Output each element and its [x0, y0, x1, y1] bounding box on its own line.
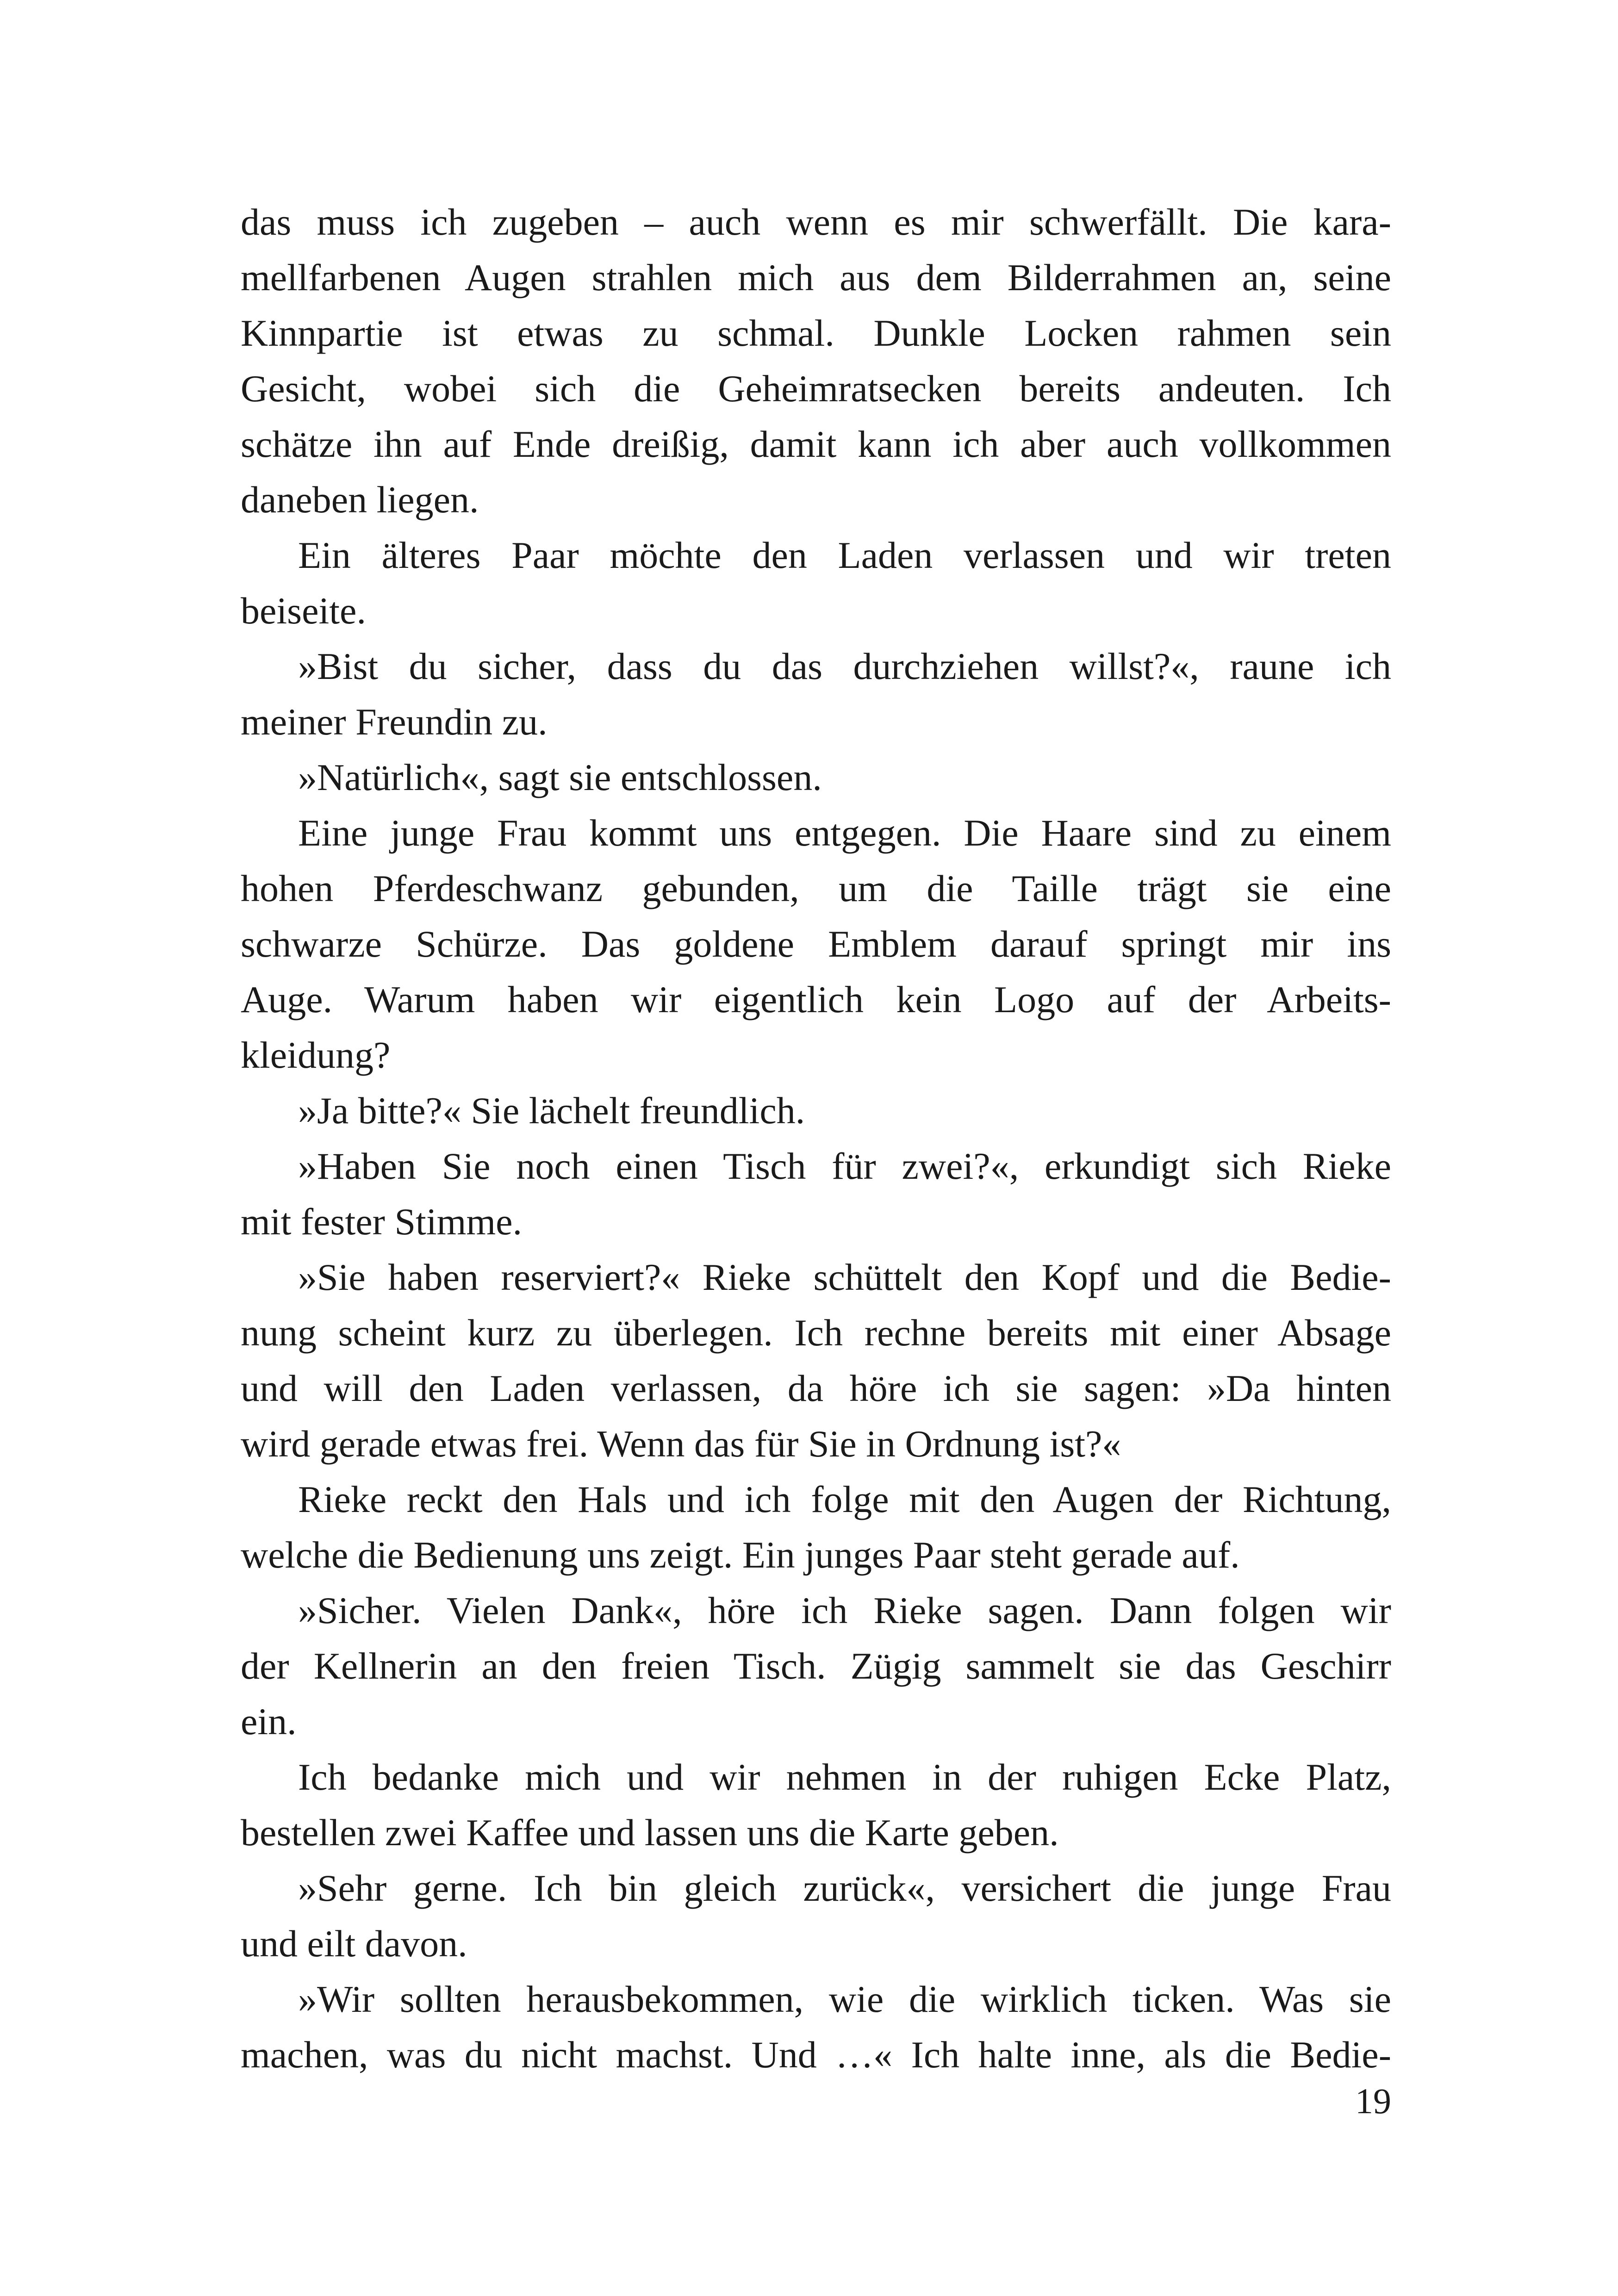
text-line: »Ja bitte?« Sie lächelt freundlich. — [298, 1089, 805, 1132]
text-line: »Sie haben reserviert?« Rieke schüttelt den Kopf und die Bedie- — [298, 1256, 1391, 1298]
text-line: Auge. Warum haben wir eigentlich kein Logo auf der Arbeits- — [241, 978, 1391, 1020]
text-line: machen, was du nicht machst. Und …« Ich halte inne, als die Bedie- — [241, 2034, 1391, 2076]
text-line: »Bist du sicher, dass du das durchziehen willst?«, raune ich — [298, 645, 1391, 687]
text-line: meiner Freundin zu. — [241, 701, 548, 743]
text-line: mellfarbenen Augen strahlen mich aus dem Bilderrahmen an, seine — [241, 256, 1391, 299]
text-line: schwarze Schürze. Das goldene Emblem darauf springt mir ins — [241, 923, 1391, 965]
text-line: beiseite. — [241, 590, 366, 632]
text-line: »Haben Sie noch einen Tisch für zwei?«, erkundigt sich Rieke — [298, 1145, 1391, 1187]
text-line: ein. — [241, 1700, 297, 1742]
text-line: Kinnpartie ist etwas zu schmal. Dunkle Locken rahmen sein — [241, 312, 1391, 354]
text-line: Ich bedanke mich und wir nehmen in der ruhigen Ecke Platz, — [298, 1756, 1391, 1798]
text-line: und will den Laden verlassen, da höre ich sie sagen: »Da hinten — [241, 1367, 1391, 1409]
text-line: »Natürlich«, sagt sie entschlossen. — [298, 756, 822, 798]
text-line: Rieke reckt den Hals und ich folge mit den Augen der Richtung, — [298, 1478, 1391, 1520]
text-line: schätze ihn auf Ende dreißig, damit kann ich aber auch vollkommen — [241, 423, 1391, 465]
text-line: bestellen zwei Kaffee und lassen uns die Karte geben. — [241, 1811, 1059, 1854]
body-text — [241, 194, 1391, 2083]
text-line: Eine junge Frau kommt uns entgegen. Die Haare sind zu einem — [298, 812, 1391, 854]
text-line: nung scheint kurz zu überlegen. Ich rechne bereits mit einer Absage — [241, 1312, 1391, 1354]
text-line: daneben liegen. — [241, 479, 479, 521]
text-line: mit fester Stimme. — [241, 1201, 523, 1243]
text-line: das muss ich zugeben – auch wenn es mir schwerfällt. Die kara- — [241, 201, 1391, 243]
text-line: der Kellnerin an den freien Tisch. Zügig sammelt sie das Geschirr — [241, 1645, 1391, 1687]
text-line: »Sehr gerne. Ich bin gleich zurück«, versichert die junge Frau — [298, 1867, 1391, 1909]
page-number: 19 — [1355, 2081, 1391, 2121]
text-line: »Wir sollten herausbekommen, wie die wirklich ticken. Was sie — [298, 1978, 1391, 2020]
text-line: »Sicher. Vielen Dank«, höre ich Rieke sagen. Dann folgen wir — [298, 1589, 1391, 1631]
text-line: welche die Bedienung uns zeigt. Ein junges Paar steht gerade auf. — [241, 1534, 1240, 1576]
text-line: hohen Pferdeschwanz gebunden, um die Taille trägt sie eine — [241, 867, 1391, 909]
text-line: Ein älteres Paar möchte den Laden verlassen und wir treten — [298, 534, 1391, 576]
text-line: und eilt davon. — [241, 1923, 467, 1965]
text-line: wird gerade etwas frei. Wenn das für Sie in Ordnung ist?« — [241, 1423, 1121, 1465]
text-line: Gesicht, wobei sich die Geheimratsecken bereits andeuten. Ich — [241, 367, 1391, 410]
text-line: kleidung? — [241, 1034, 391, 1076]
